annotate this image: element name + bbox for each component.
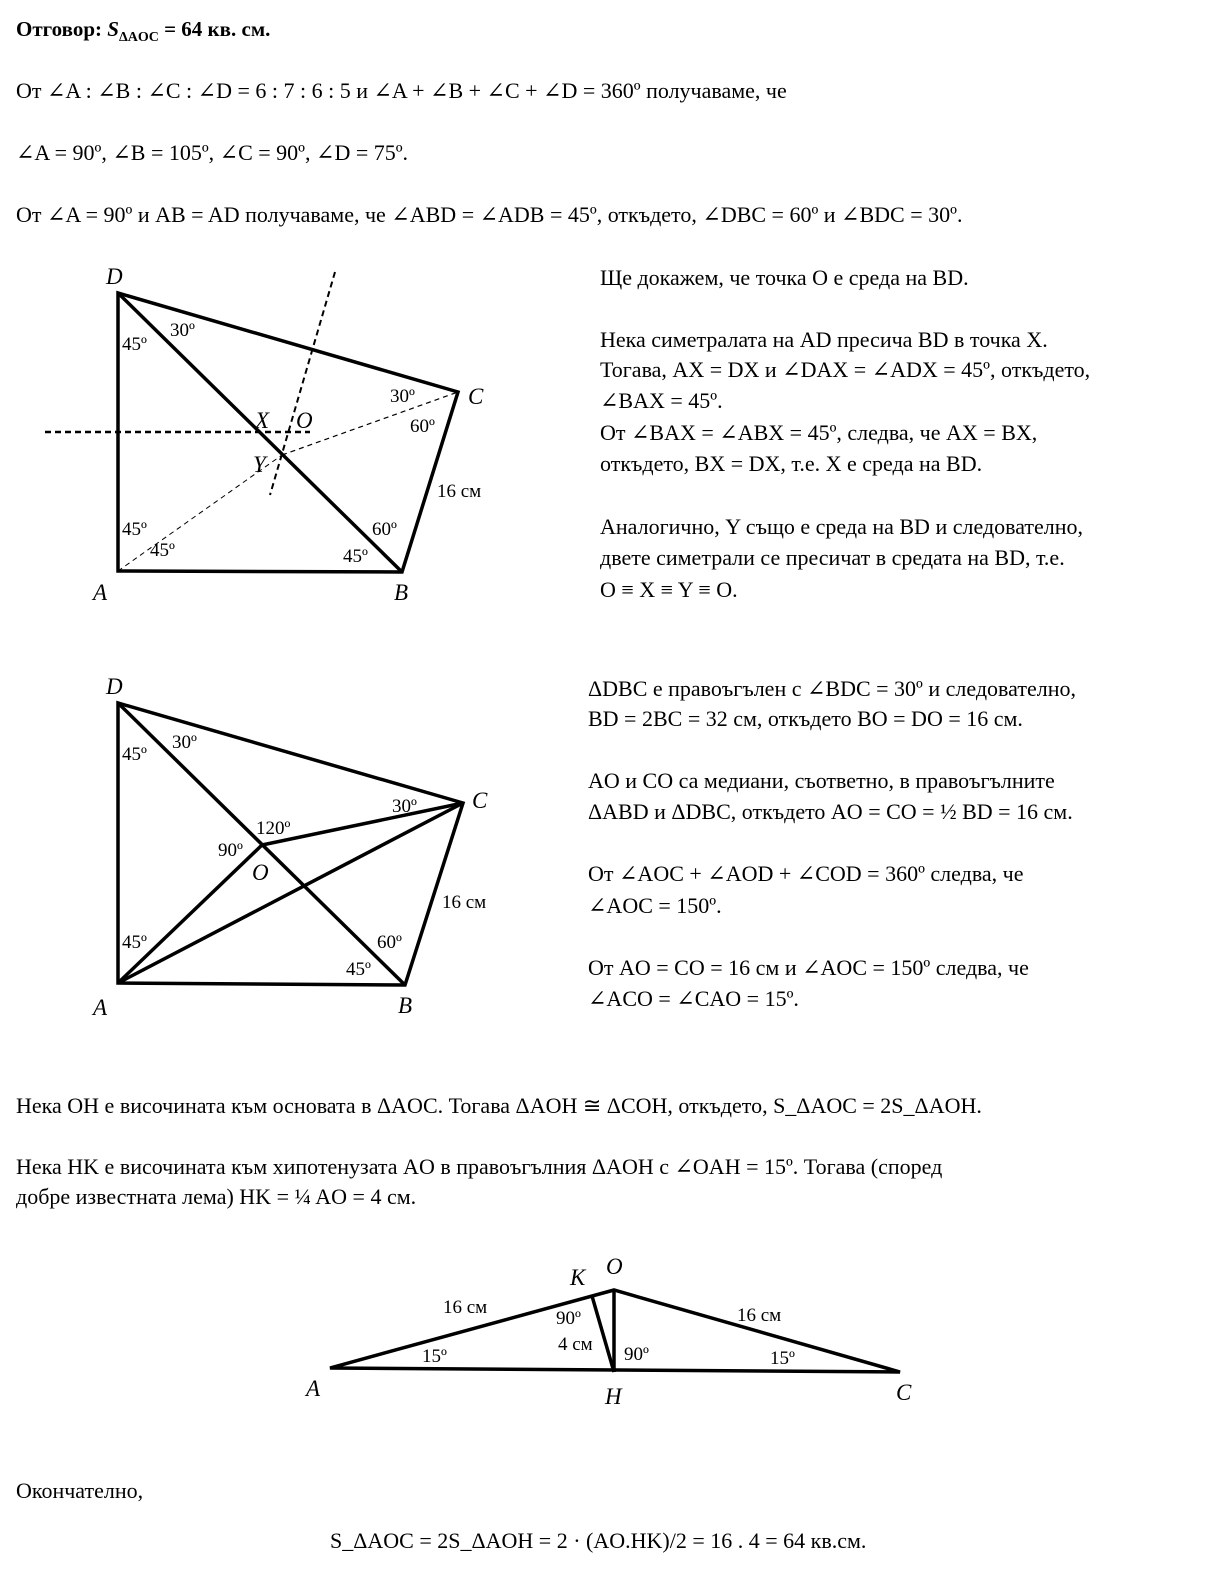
proof-line: BD = 2BC = 32 см, откъдето BO = DO = 16 см. xyxy=(588,706,1023,731)
angle-label: 30º xyxy=(172,732,197,753)
angle-label: 45º xyxy=(122,519,147,540)
quadrilateral-abcd xyxy=(118,703,463,985)
proof-line: двете симетрали се пресичат в средата на BD, т.е. xyxy=(600,545,1065,570)
angle-label: 45º xyxy=(346,959,371,980)
perpendicular-bisector-bc xyxy=(270,272,335,495)
angle-label: 90º xyxy=(218,840,243,861)
median-ao xyxy=(118,845,262,983)
angle-label: 45º xyxy=(122,932,147,953)
angle-label: 120º xyxy=(256,818,291,839)
angle-label: 90º xyxy=(556,1308,581,1329)
proof-line: ∠AOC = 150º. xyxy=(588,893,722,918)
point-label: Y xyxy=(253,452,266,477)
median-co xyxy=(262,803,463,845)
angle-label: 15º xyxy=(422,1346,447,1367)
proof-line: Аналогично, Y също е среда на BD и следователно, xyxy=(600,514,1084,539)
angle-label: 60º xyxy=(372,519,397,540)
proof-line: ∠BAX = 45º. xyxy=(600,388,723,413)
proof-line: ∠ACO = ∠CAO = 15º. xyxy=(588,986,799,1011)
length-label: 16 см xyxy=(442,892,487,913)
diagonal-ac xyxy=(118,803,463,983)
point-label: C xyxy=(896,1380,912,1405)
angle-label: 30º xyxy=(390,386,415,407)
point-label: O xyxy=(252,860,269,885)
figure-2-labels xyxy=(91,674,488,1020)
angle-label: 45º xyxy=(122,334,147,355)
point-label: K xyxy=(570,1265,586,1290)
proof-line: AO и CO са медиани, съответно, в правоъгълните xyxy=(588,768,1055,793)
proof-line: откъдето, BX = DX, т.е. X е среда на BD. xyxy=(600,451,983,476)
area-subscript: ΔAOC xyxy=(118,30,159,46)
proof-line: ΔABD и ΔDBC, откъдето AO = CO = ½ BD = 16 см. xyxy=(588,799,1073,824)
final-label: Окончателно, xyxy=(16,1478,144,1503)
final-formula: S_ΔAOC = 2S_ΔAOH = 2 · (AO.HK)/2 = 16 . 4 = 64 кв.см. xyxy=(330,1528,867,1553)
point-label: C xyxy=(468,384,484,409)
proof-line: O ≡ X ≡ Y ≡ O. xyxy=(600,577,738,602)
point-label: O xyxy=(296,408,313,433)
proof-line: От ∠AOC + ∠AOD + ∠COD = 360º следва, че xyxy=(588,861,1024,886)
point-label: A xyxy=(93,580,108,605)
answer-value: = 64 кв. см. xyxy=(158,17,271,41)
proof-line: Нека OH е височината към основата в ΔAOC. Тогава ΔAOH ≅ ΔCOH, откъдето, S_ΔAOC = 2S_ΔAOH. xyxy=(16,1093,982,1118)
proof-line: От AO = CO = 16 см и ∠AOC = 150º следва, че xyxy=(588,955,1029,980)
point-label: B xyxy=(398,993,413,1018)
figure-1-labels xyxy=(91,264,484,605)
angle-label: 60º xyxy=(410,416,435,437)
angle-label: 45º xyxy=(343,546,368,567)
proof-line: добре известната лема) HK = ¼ AO = 4 см. xyxy=(16,1184,417,1209)
point-label: B xyxy=(394,580,409,605)
intro-line: От ∠A = 90º и AB = AD получаваме, че ∠ABD = ∠ADB = 45º, откъдето, ∠DBC = 60º и ∠BDC = 30º. xyxy=(16,202,963,227)
angle-label: 30º xyxy=(392,796,417,817)
angle-label: 45º xyxy=(150,540,175,561)
figure-3 xyxy=(330,1290,900,1372)
proof-line: ΔDBC е правоъгълен с ∠BDC = 30º и следователно, xyxy=(588,676,1076,701)
proof-line: От ∠BAX = ∠ABX = 45º, следва, че AX = BX, xyxy=(600,420,1038,445)
area-symbol: S xyxy=(107,17,119,41)
length-label: 4 см xyxy=(558,1334,593,1355)
intro-line: ∠A = 90º, ∠B = 105º, ∠C = 90º, ∠D = 75º. xyxy=(16,140,409,165)
proof-line: Ще докажем, че точка O е среда на BD. xyxy=(600,265,969,290)
proof-line: Тогава, AX = DX и ∠DAX = ∠ADX = 45º, откъдето, xyxy=(600,357,1091,382)
figure-2 xyxy=(118,703,463,985)
angle-label: 30º xyxy=(170,320,195,341)
length-label: 16 см xyxy=(737,1305,782,1326)
point-label: O xyxy=(606,1254,623,1279)
length-label: 16 см xyxy=(437,481,482,502)
intro-line: От ∠A : ∠B : ∠C : ∠D = 6 : 7 : 6 : 5 и ∠A + ∠B + ∠C + ∠D = 360º получаваме, че xyxy=(16,78,787,103)
figure-3-labels xyxy=(304,1254,912,1409)
answer-prefix: Отговор: xyxy=(16,17,108,41)
point-label: H xyxy=(605,1384,622,1409)
angle-label: 60º xyxy=(377,932,402,953)
length-label: 16 см xyxy=(443,1297,488,1318)
point-label: C xyxy=(472,788,488,813)
point-label: A xyxy=(93,995,108,1020)
proof-line: Нека симетралата на AD пресича BD в точка X. xyxy=(600,327,1048,352)
point-label: A xyxy=(306,1376,321,1401)
angle-label: 15º xyxy=(770,1348,795,1369)
point-label: D xyxy=(106,674,123,699)
point-label: X xyxy=(255,408,270,433)
point-label: D xyxy=(106,264,123,289)
proof-line: Нека HK е височината към хипотенузата AO в правоъгълния ΔAOH с ∠OAH = 15º. Тогава (според xyxy=(16,1154,943,1179)
altitude-hk xyxy=(592,1296,614,1372)
angle-label: 90º xyxy=(624,1344,649,1365)
angle-label: 45º xyxy=(122,744,147,765)
